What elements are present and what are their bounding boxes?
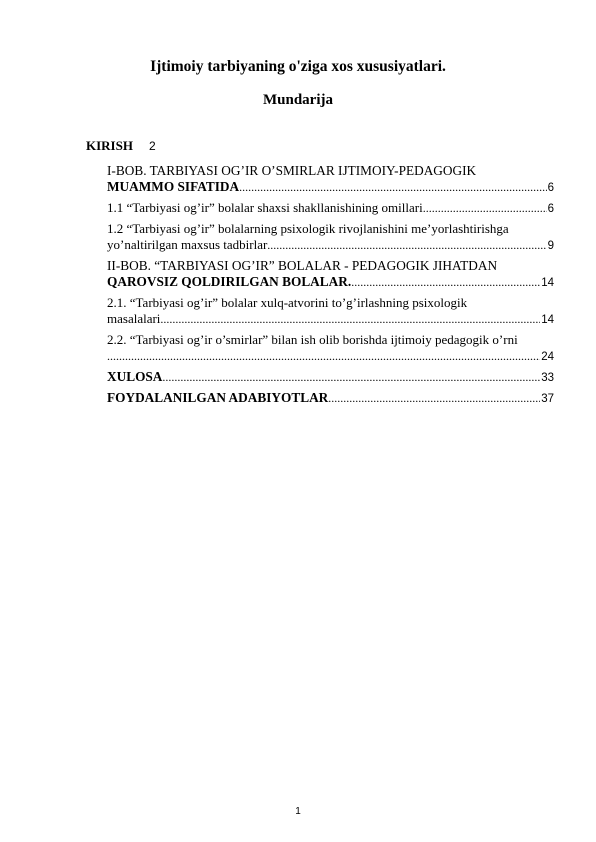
- toc-entry-line1: I-BOB. TARBIYASI OG’IR O’SMIRLAR IJTIMOIY-PEDAGOGIK: [107, 163, 477, 178]
- toc-entry-section-1-1[interactable]: [107, 200, 554, 217]
- toc-entry-page: 2: [148, 139, 156, 153]
- dot-leader: [351, 274, 540, 290]
- toc-entry-line2: yo’naltirilgan maxsus tadbirlar: [107, 237, 268, 252]
- table-of-contents: [107, 163, 554, 411]
- toc-entry-chapter-1[interactable]: [107, 163, 554, 196]
- toc-entry-section-2-2[interactable]: [107, 332, 554, 365]
- toc-entry-line2: MUAMMO SIFATIDA: [107, 179, 240, 194]
- toc-entry-line2: FOYDALANILGAN ADABIYOTLAR: [107, 390, 329, 405]
- dot-leader: [160, 311, 540, 327]
- toc-entry-xulosa[interactable]: [107, 369, 554, 386]
- toc-entry-page: 14: [541, 277, 554, 289]
- dot-leader: [162, 369, 540, 385]
- toc-entry-page: 24: [541, 351, 554, 363]
- toc-entry-line2: 1.1 “Tarbiyasi og’ir” bolalar shaxsi shakllanishining omillari: [107, 200, 423, 215]
- dot-leader: [239, 179, 547, 195]
- toc-entry-line1: 2.1. “Tarbiyasi og’ir” bolalar xulq-atvorini to’g’irlashning psixologik: [107, 295, 468, 310]
- toc-entry-section-2-1[interactable]: [107, 295, 554, 328]
- toc-entry-kirish[interactable]: [86, 138, 156, 154]
- toc-entry-line1: 2.2. “Tarbiyasi og’ir o’smirlar” bilan ish olib borishda ijtimoiy pedagogik o’rni: [107, 332, 518, 347]
- toc-entry-line1: II-BOB. “TARBIYASI OG’IR” BOLALAR - PEDAGOGIK JIHATDAN: [107, 258, 498, 273]
- dot-leader: [267, 237, 546, 253]
- toc-entry-page: 14: [541, 314, 554, 326]
- toc-entry-adabiyotlar[interactable]: [107, 390, 554, 407]
- toc-entry-page: 33: [541, 372, 554, 384]
- toc-entry-line2: masalalari: [107, 311, 161, 326]
- toc-heading: Mundarija: [262, 92, 333, 108]
- dot-leader: [328, 390, 540, 406]
- toc-entry-page: 6: [547, 203, 554, 215]
- page-number: 1: [295, 806, 301, 817]
- toc-entry-page: 9: [547, 240, 554, 252]
- toc-entry-page: 6: [547, 182, 554, 194]
- toc-entry-line2: XULOSA: [107, 369, 163, 384]
- dot-leader: [423, 200, 547, 216]
- toc-entry-section-1-2[interactable]: [107, 221, 554, 254]
- toc-entry-page: 37: [541, 393, 554, 405]
- toc-entry-line2: QAROVSIZ QOLDIRILGAN BOLALAR.: [107, 274, 352, 289]
- document-title: Ijtimoiy tarbiyaning o'ziga xos xususiyatlari.: [150, 58, 446, 75]
- toc-entry-chapter-2[interactable]: [107, 258, 554, 291]
- dot-leader: [107, 348, 540, 364]
- toc-entry-line1: 1.2 “Tarbiyasi og’ir” bolalarning psixologik rivojlanishini me’yorlashtirishga: [107, 221, 509, 236]
- toc-entry-label: KIRISH: [86, 138, 133, 153]
